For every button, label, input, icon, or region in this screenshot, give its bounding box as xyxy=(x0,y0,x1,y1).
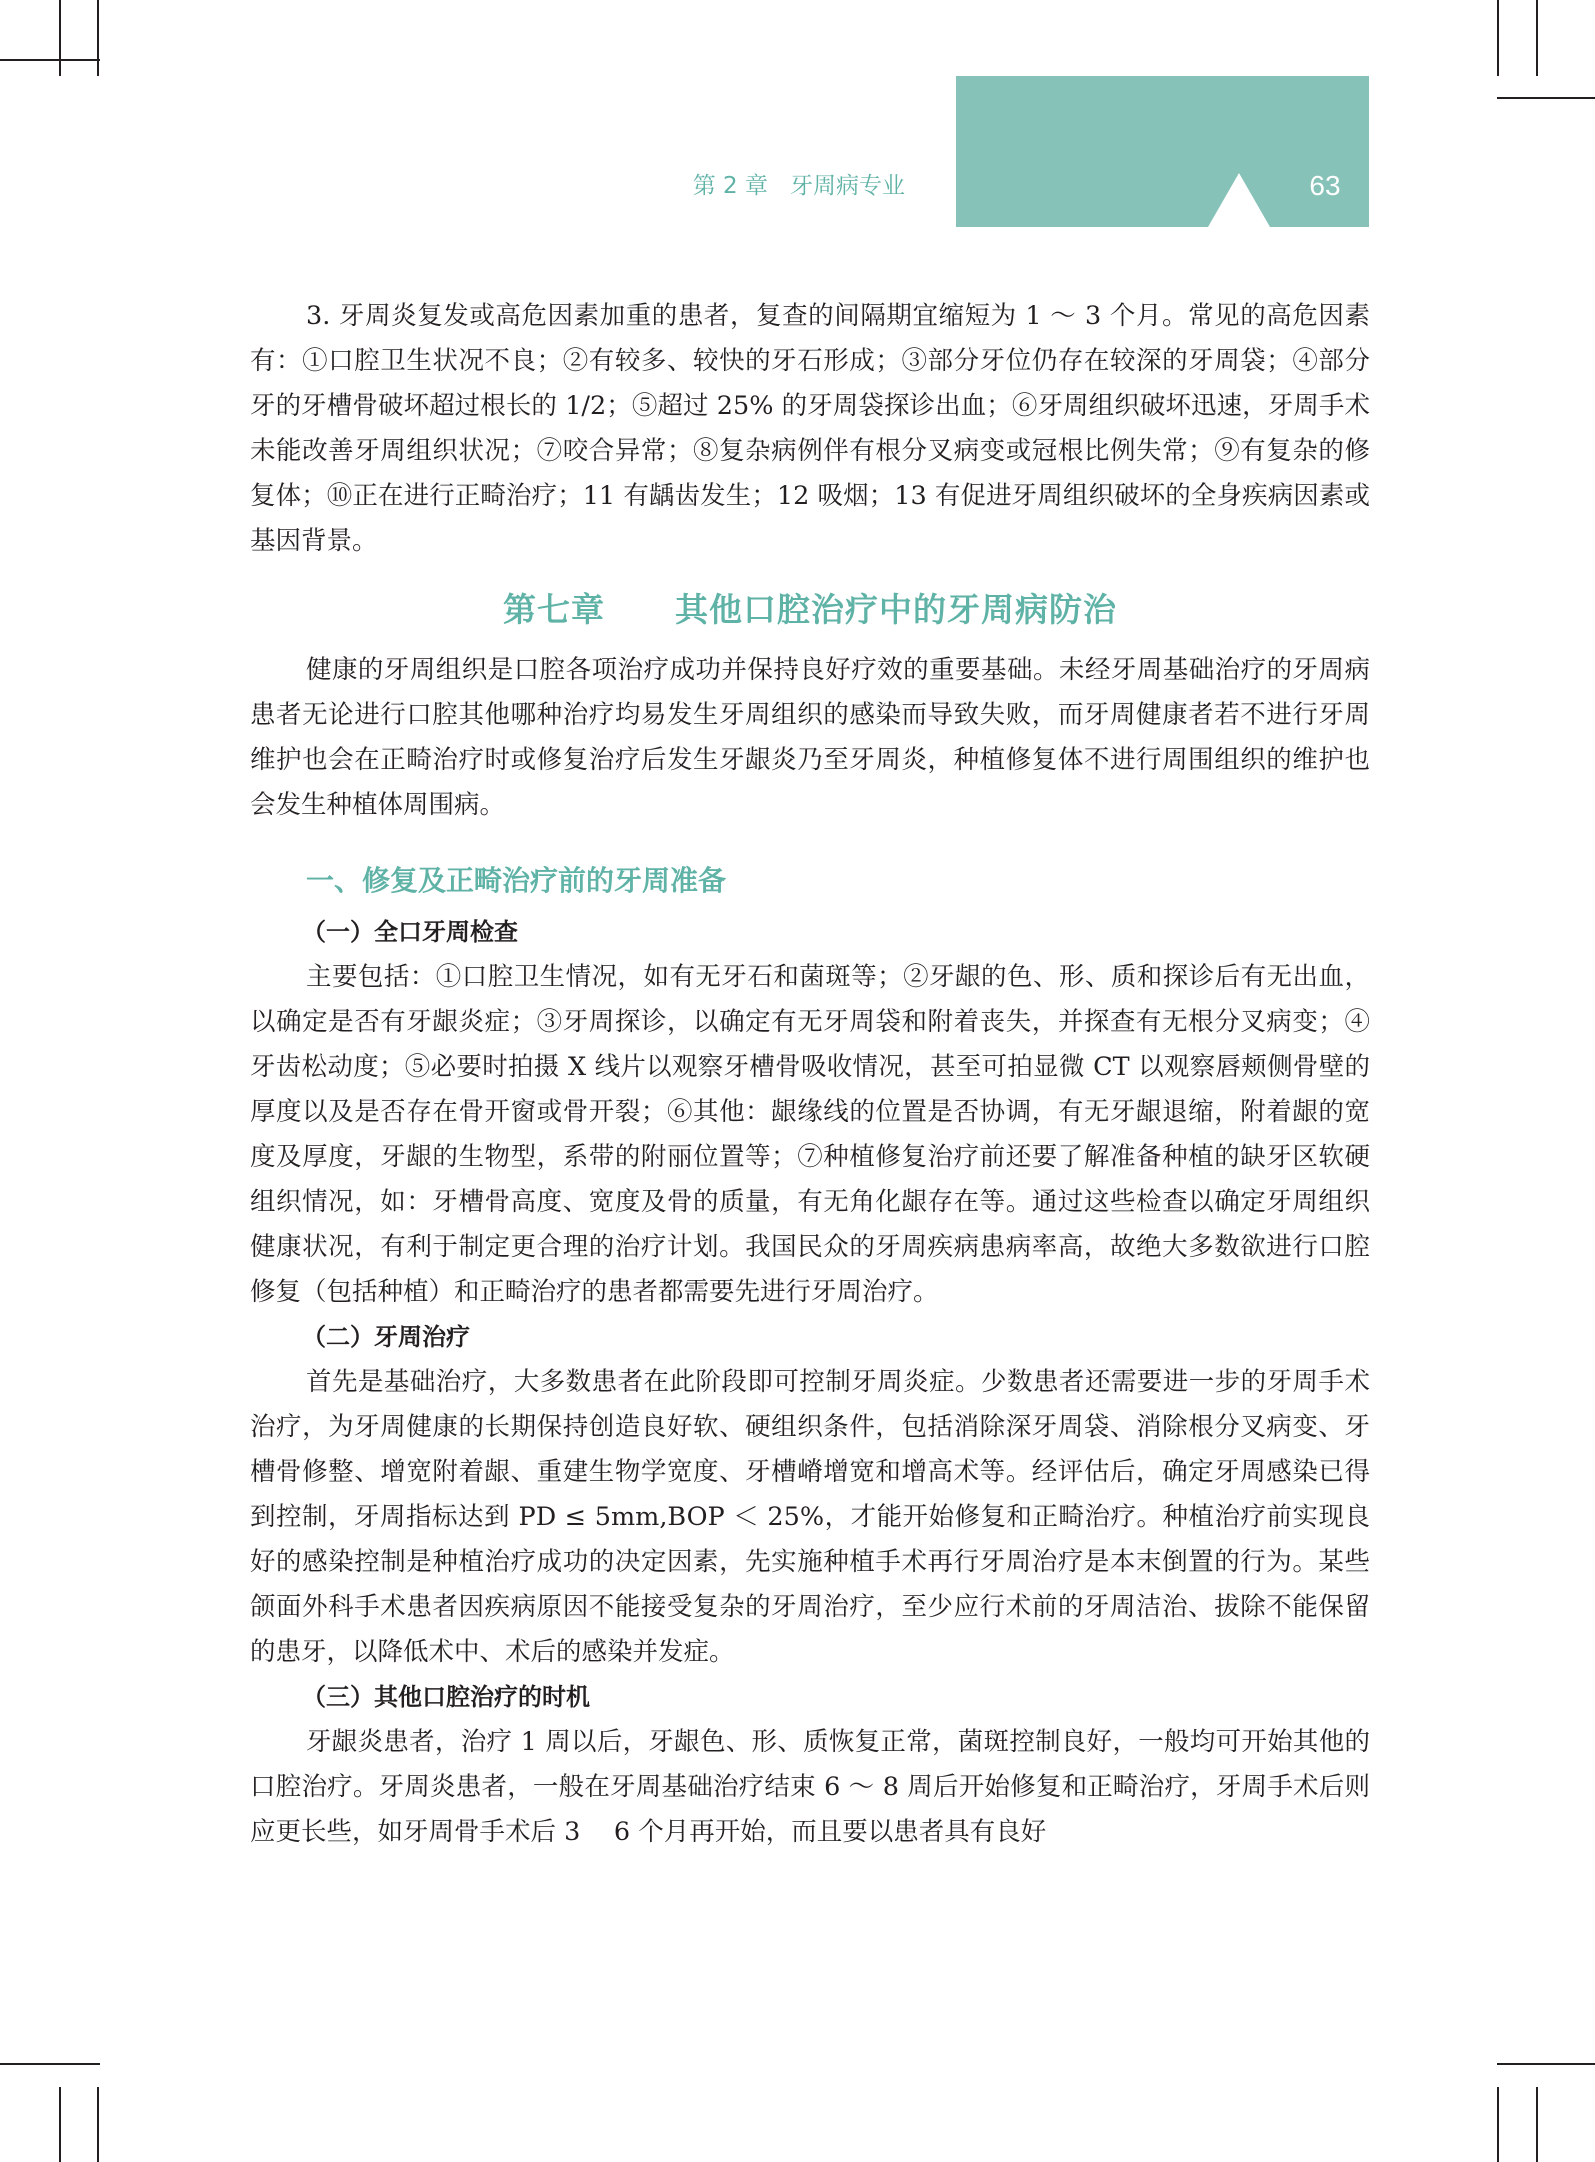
crop-mark-top-right-v2 xyxy=(1536,0,1538,76)
header-band xyxy=(956,76,1369,227)
crop-mark-bottom-left-v2 xyxy=(97,2087,99,2162)
crop-mark-bottom-right-v2 xyxy=(1536,2087,1538,2162)
crop-mark-bottom-left-v xyxy=(59,2087,61,2162)
chapter-intro-paragraph: 健康的牙周组织是口腔各项治疗成功并保持良好疗效的重要基础。未经牙周基础治疗的牙周病患者无论进行口腔其他哪种治疗均易发生牙周组织的感染而导致失败，而牙周健康者若不进行牙周维护也会在正畸治疗时或修复治疗后发生牙龈炎乃至牙周炎，种植修复体不进行周围组织的维护也会发生种植体周围病。 xyxy=(250,655,1370,820)
crop-mark-top-right-h xyxy=(1497,97,1595,99)
page-number: 63 xyxy=(1309,170,1341,201)
running-head-chapter: 第 2 章 xyxy=(692,173,768,199)
crop-mark-top-left-v2 xyxy=(97,0,99,76)
page-body xyxy=(250,294,1370,1855)
intro-paragraph: 3. 牙周炎复发或高危因素加重的患者，复查的间隔期宜缩短为 1 ～ 3 个月。常见的高危因素有：①口腔卫生状况不良；②有较多、较快的牙石形成；③部分牙位仍存在较深的牙周袋；④部分牙的牙槽骨破坏超过根长的 1/2；⑤超过 25% 的牙周袋探诊出血；⑥牙周组织破坏迅速，牙周手术未能改善牙周组织状况；⑦咬合异常；⑧复杂病例伴有根分叉病变或冠根比例失常；⑨有复杂的修复体；⑩正在进行正畸治疗；11 有龋齿发生；12 吸烟；13 有促进牙周组织破坏的全身疾病因素或基因背景。 xyxy=(250,301,1370,556)
crop-mark-top-left-v xyxy=(59,0,61,76)
chapter-heading xyxy=(250,572,1370,648)
chapter-title: 其他口腔治疗中的牙周病防治 xyxy=(675,590,1117,629)
subsection-heading-1: （一）全口牙周检查 xyxy=(302,918,518,946)
subsection-heading-2: （二）牙周治疗 xyxy=(302,1323,470,1351)
running-head-title: 牙周病专业 xyxy=(790,173,905,199)
crop-mark-bottom-right-h xyxy=(1497,2063,1595,2065)
crop-mark-top-left-h xyxy=(0,59,100,61)
section-heading: 一、修复及正畸治疗前的牙周准备 xyxy=(306,864,727,897)
subsection-heading-3: （三）其他口腔治疗的时机 xyxy=(302,1683,590,1711)
crop-mark-bottom-left-h xyxy=(0,2063,100,2065)
chapter-number: 第七章 xyxy=(503,590,605,629)
crop-mark-top-right-v xyxy=(1497,0,1499,76)
subsection-paragraph-2: 首先是基础治疗，大多数患者在此阶段即可控制牙周炎症。少数患者还需要进一步的牙周手术治疗，为牙周健康的长期保持创造良好软、硬组织条件，包括消除深牙周袋、消除根分叉病变、牙槽骨修整、增宽附着龈、重建生物学宽度、牙槽嵴增宽和增高术等。经评估后，确定牙周感染已得到控制，牙周指标达到 PD ≤ 5mm,BOP ＜ 25%，才能开始修复和正畸治疗。种植治疗前实现良好的感染控制是种植治疗成功的决定因素，先实施种植手术再行牙周治疗是本末倒置的行为。某些颌面外科手术患者因疾病原因不能接受复杂的牙周治疗，至少应行术前的牙周洁治、拔除不能保留的患牙，以降低术中、术后的感染并发症。 xyxy=(250,1367,1370,1667)
crop-mark-bottom-right-v xyxy=(1497,2087,1499,2162)
header-notch xyxy=(1208,173,1270,227)
subsection-paragraph-3: 牙龈炎患者，治疗 1 周以后，牙龈色、形、质恢复正常，菌斑控制良好，一般均可开始其他的口腔治疗。牙周炎患者，一般在牙周基础治疗结束 6 ～ 8 周后开始修复和正畸治疗，牙周手术后则应更长些，如牙周骨手术后 3 6 个月再开始，而且要以患者具有良好 xyxy=(250,1727,1370,1847)
running-head xyxy=(600,168,905,204)
subsection-paragraph-1: 主要包括：①口腔卫生情况，如有无牙石和菌斑等；②牙龈的色、形、质和探诊后有无出血，以确定是否有牙龈炎症；③牙周探诊，以确定有无牙周袋和附着丧失，并探查有无根分叉病变；④牙齿松动度；⑤必要时拍摄 X 线片以观察牙槽骨吸收情况，甚至可拍显微 CT 以观察唇颊侧骨壁的厚度以及是否存在骨开窗或骨开裂；⑥其他：龈缘线的位置是否协调，有无牙龈退缩，附着龈的宽度及厚度，牙龈的生物型，系带的附丽位置等；⑦种植修复治疗前还要了解准备种植的缺牙区软硬组织情况，如：牙槽骨高度、宽度及骨的质量，有无角化龈存在等。通过这些检查以确定牙周组织健康状况，有利于制定更合理的治疗计划。我国民众的牙周疾病患病率高，故绝大多数欲进行口腔修复（包括种植）和正畸治疗的患者都需要先进行牙周治疗。 xyxy=(250,962,1370,1307)
